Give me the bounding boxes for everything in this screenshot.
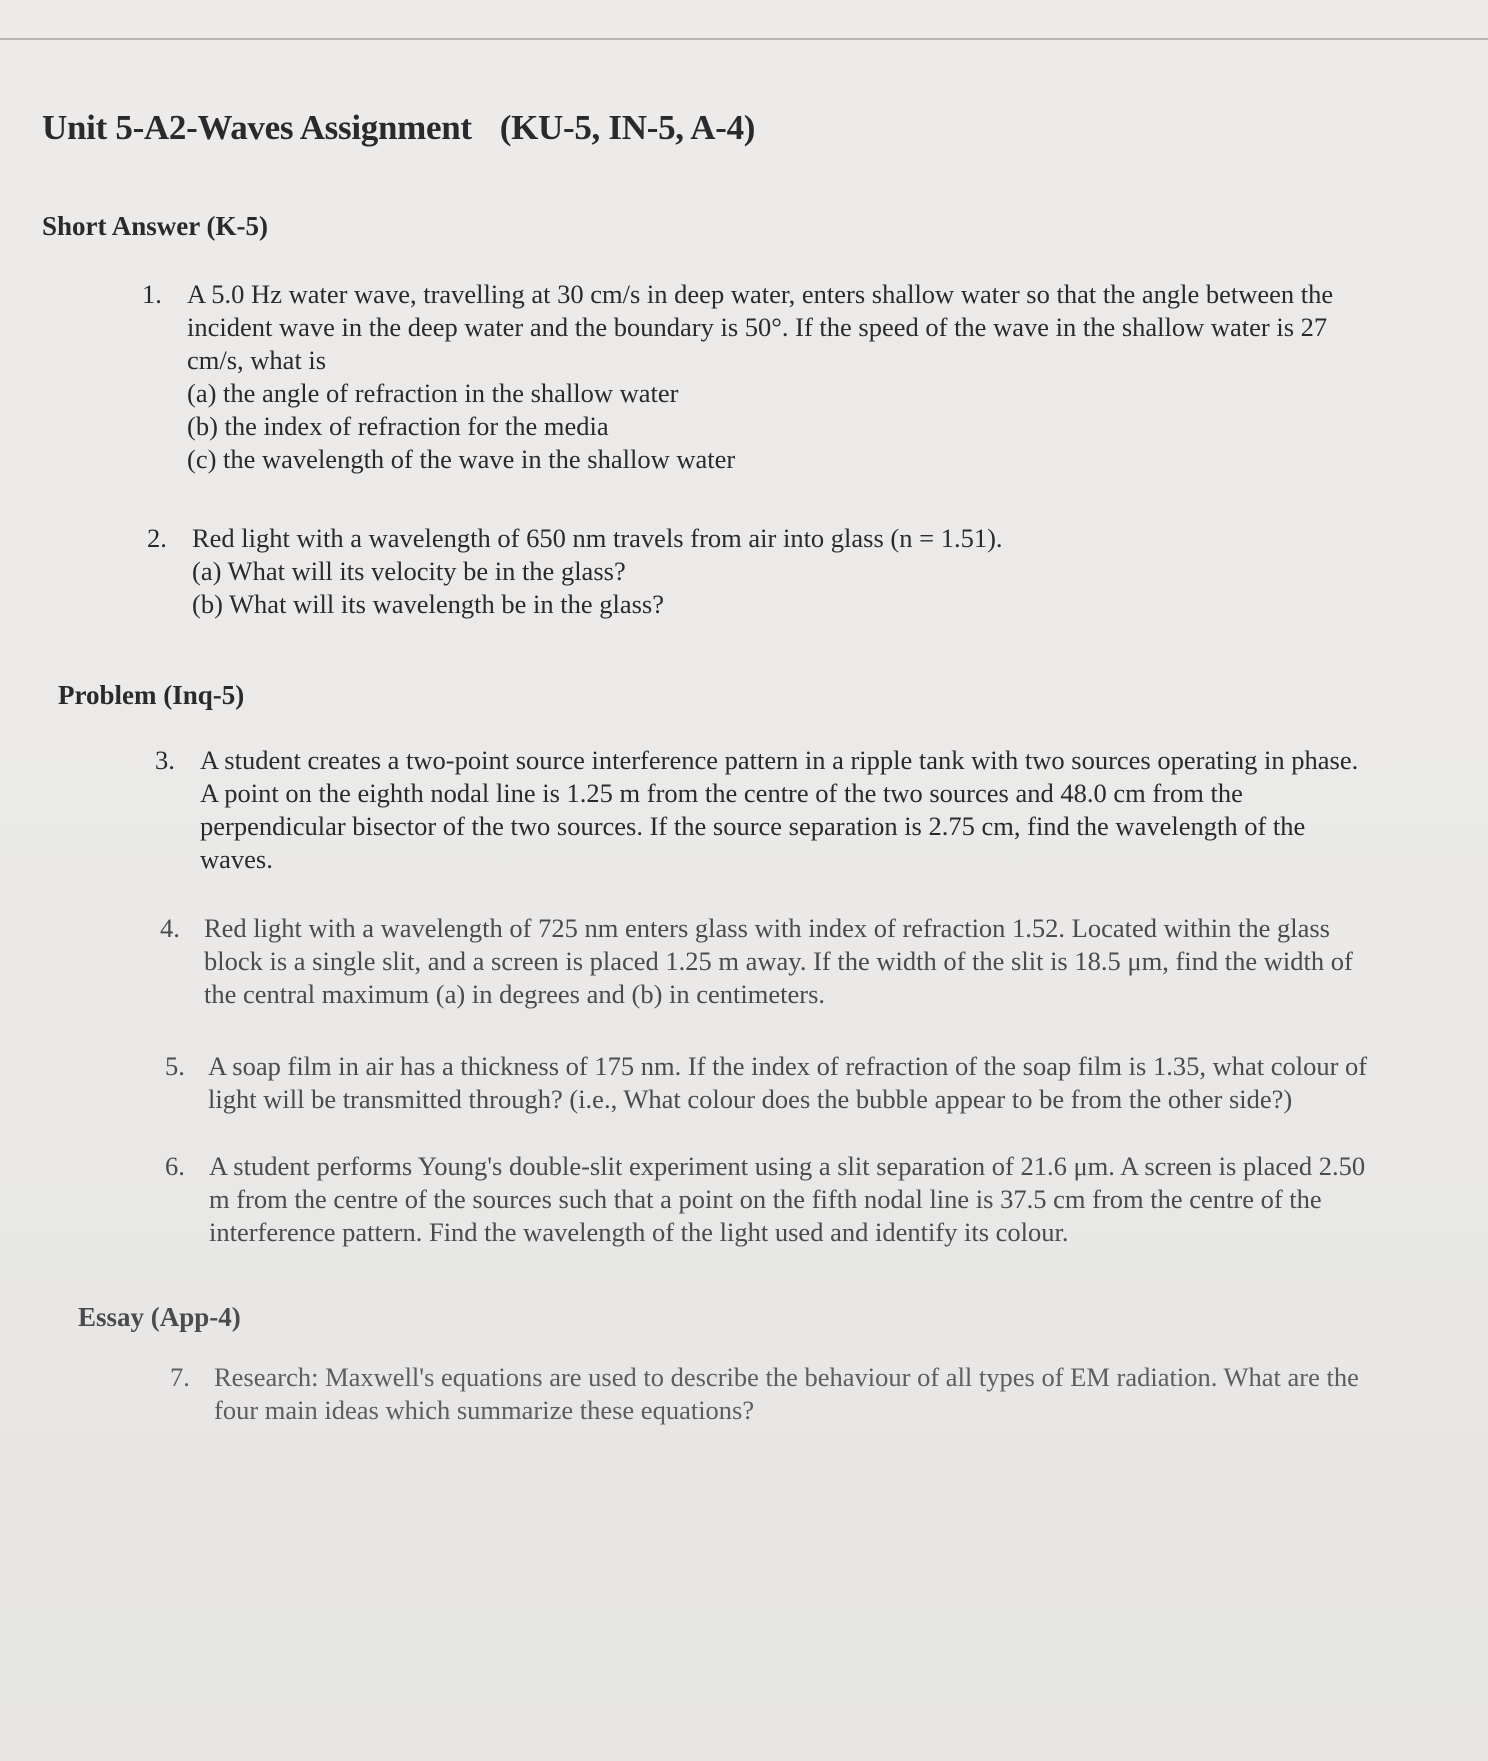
question-number: 1. bbox=[142, 279, 162, 309]
question-number: 5. bbox=[165, 1051, 185, 1081]
question-line: light will be transmitted through? (i.e., What colour does the bubble appear to be from the other side?) bbox=[208, 1084, 1293, 1114]
question-line: Research: Maxwell's equations are used to describe the behaviour of all types of EM radiation. What are the bbox=[214, 1362, 1359, 1392]
page-title bbox=[42, 108, 755, 148]
question-line: A student performs Young's double-slit experiment using a slit separation of 21.6 μm. A screen is placed 2.50 bbox=[209, 1151, 1366, 1181]
question-line: block is a single slit, and a screen is placed 1.25 m away. If the width of the slit is 18.5 μm, find the width of bbox=[204, 946, 1353, 976]
question-body bbox=[209, 1150, 1365, 1249]
question-line: Red light with a wavelength of 725 nm enters glass with index of refraction 1.52. Located within the glass bbox=[204, 913, 1330, 943]
question-body bbox=[214, 1361, 1359, 1427]
question-number: 3. bbox=[155, 745, 175, 775]
question-line: interference pattern. Find the wavelength of the light used and identify its colour. bbox=[209, 1217, 1069, 1247]
question-body bbox=[208, 1050, 1367, 1116]
question-number: 7. bbox=[170, 1362, 190, 1392]
question-body bbox=[204, 912, 1353, 1011]
question-line: (c) the wavelength of the wave in the shallow water bbox=[187, 444, 736, 474]
section-essay: Essay (App-4) bbox=[78, 1302, 241, 1332]
section-problem: Problem (Inq-5) bbox=[58, 680, 245, 710]
question-line: the central maximum (a) in degrees and (b) in centimeters. bbox=[204, 979, 826, 1009]
question-line: cm/s, what is bbox=[187, 345, 327, 375]
question-line: perpendicular bisector of the two sources. If the source separation is 2.75 cm, find the wavelength of the bbox=[200, 811, 1306, 841]
question-line: A soap film in air has a thickness of 175 nm. If the index of refraction of the soap film is 1.35, what colour of bbox=[208, 1051, 1368, 1081]
question-line: waves. bbox=[200, 844, 273, 874]
question-body bbox=[187, 278, 1333, 476]
question-line: m from the centre of the sources such that a point on the fifth nodal line is 37.5 cm from the centre of the bbox=[209, 1184, 1322, 1214]
question-line: (b) the index of refraction for the media bbox=[187, 411, 609, 441]
question-line: A point on the eighth nodal line is 1.25 m from the centre of the two sources and 48.0 cm from the bbox=[200, 778, 1243, 808]
question-number: 4. bbox=[160, 913, 180, 943]
question-body bbox=[200, 744, 1358, 876]
question-line: (a) What will its velocity be in the glass? bbox=[192, 556, 626, 586]
section-short-answer: Short Answer (K-5) bbox=[42, 211, 268, 241]
top-rule bbox=[0, 38, 1488, 40]
question-number: 2. bbox=[147, 523, 167, 553]
question-line: A 5.0 Hz water wave, travelling at 30 cm/s in deep water, enters shallow water so that the angle between the bbox=[187, 279, 1334, 309]
question-line: four main ideas which summarize these equations? bbox=[214, 1395, 755, 1425]
question-line: incident wave in the deep water and the boundary is 50°. If the speed of the wave in the shallow water is 27 bbox=[187, 312, 1328, 342]
question-line: (a) the angle of refraction in the shallow water bbox=[187, 378, 679, 408]
title-codes: (KU-5, IN-5, A-4) bbox=[499, 108, 756, 147]
question-body bbox=[192, 522, 1003, 621]
question-line: A student creates a two-point source interference pattern in a ripple tank with two sources operating in phase. bbox=[200, 745, 1359, 775]
title-main: Unit 5-A2-Waves Assignment bbox=[42, 108, 472, 147]
question-number: 6. bbox=[165, 1151, 185, 1181]
question-line: (b) What will its wavelength be in the glass? bbox=[192, 589, 664, 619]
question-line: Red light with a wavelength of 650 nm travels from air into glass (n = 1.51). bbox=[192, 523, 1003, 553]
